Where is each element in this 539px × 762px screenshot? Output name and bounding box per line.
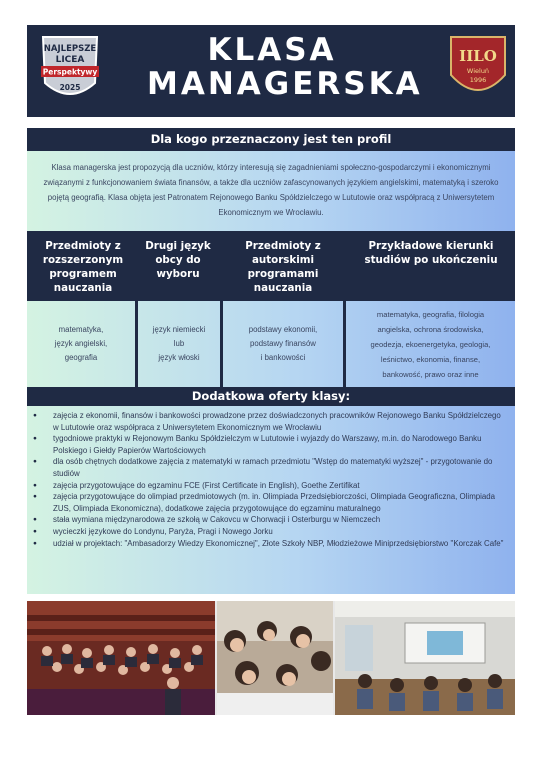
photo-classroom: [335, 601, 515, 715]
cell-author-programs: [223, 301, 343, 387]
list-item: podstawy ekonomii,: [248, 325, 318, 334]
list-item: język angielski,: [54, 339, 108, 348]
column-heading-extended: Przedmioty z rozszerzonym programem nauczania: [42, 240, 124, 294]
title-line2: MANAGERSKA: [147, 66, 423, 102]
photo-lecture-hall: [27, 601, 215, 715]
badge-line3: Perspektywy: [42, 67, 98, 77]
list-item: geodezja, ekoenergetyka, geologia,: [370, 339, 491, 349]
cell-second-language: [138, 301, 220, 387]
extra-list: [27, 406, 515, 549]
header-banner: [27, 25, 515, 117]
list-item: ● zajęcia przygotowujące do egzaminu FCE (First Certificate in English), Goethe Zertifikat: [53, 480, 507, 492]
crest-school: IILO: [459, 47, 497, 65]
extra-heading: Dodatkowa oferty klasy:: [27, 387, 515, 406]
photo-strip: [27, 601, 515, 715]
list-item: matematyka,: [58, 325, 104, 334]
profile-heading: Dla kogo przeznaczony jest ten profil: [27, 128, 515, 151]
intro-text: Klasa managerska jest propozycją dla uczniów, którzy interesują się zagadnieniami społeczno-gospodarczymi i ekonomicznymi związanymi z funkcjonowaniem świata finansów, a także dla uczniów zafascynowanych językiem angielskimi, matematyką i szeroko pojętą geografią. Klasa objęta jest Patronatem Rejonowego Banku Spółdzielczego w Lututowie oraz współpracą z Uniwersytetem Ekonomicznym we Wrocławiu.: [43, 163, 499, 217]
list-item: angielska, ochrona środowiska,: [377, 324, 484, 334]
crest-year: 1996: [469, 76, 487, 84]
najlepsze-licea-badge: [35, 33, 105, 109]
intro-box: [27, 151, 515, 231]
list-item: ● wycieczki językowe do Londynu, Paryża, Pragi i Nowego Jorku: [53, 526, 507, 538]
list-item: ● udział w projektach: "Ambasadorzy Wiedzy Ekonomicznej", Złote Szkoły NBP, Młodzieżowe Miniprzedsiębiorstwo "Korczak Cafe": [53, 538, 507, 550]
columns-content: [27, 301, 515, 387]
title-line1: KLASA: [207, 32, 337, 68]
crest-city: Wieluń: [466, 67, 490, 75]
list-item: lub: [173, 339, 185, 348]
school-crest: [447, 33, 509, 107]
list-item: ● tygodniowe praktyki w Rejonowym Banku Spółdzielczym w Lututowie i wyjazdy do Warszawy, m.in. do Narodowego Banku Polskiego i Giełdy Papierów Wartościowych: [53, 433, 507, 456]
columns-header: [27, 231, 515, 301]
list-item: ● zajęcia przygotowujące do olimpiad przedmiotowych (m. in. Olimpiada Przedsiębiorczości, Olimpiada Geograficzna, Olimpiada ZUS, Olimpiada Ekonomiczna), dodatkowe zajęcia przygotowujące do egzaminu maturalnego: [53, 491, 507, 514]
list-item: ● zajęcia z ekonomii, finansów i bankowości prowadzone przez doświadczonych pracowników Rejonowego Banku Spółdzielczego w Lututowie oraz współpraca z Uniwersytetem Ekonomicznym we Wrocławiu: [53, 410, 507, 433]
list-item: ● dla osób chętnych dodatkowe zajęcia z matematyki w ramach przedmiotu "Wstęp do matematyki wyższej" - przygotowanie do studiów: [53, 456, 507, 479]
list-item: matematyka, geografia, filologia: [376, 309, 485, 319]
page-title: [147, 32, 423, 102]
list-item: język niemiecki: [152, 325, 206, 334]
badge-line2: LICEA: [55, 55, 85, 65]
list-item: bankowość, prawo oraz inne: [382, 369, 479, 379]
list-item: ● stała wymiana międzynarodowa ze szkołą w Cakovcu w Chorwacji i Osterburgu w Niemczech: [53, 514, 507, 526]
list-item: geografia: [64, 353, 98, 362]
photo-students-group: [217, 601, 333, 715]
list-item: leśnictwo, ekonomia, finanse,: [380, 354, 481, 364]
list-item: i bankowości: [260, 353, 306, 362]
cell-studies: [346, 301, 515, 387]
list-item: język włoski: [158, 353, 200, 362]
badge-line1: NAJLEPSZE: [43, 44, 97, 54]
cell-extended-subjects: [27, 301, 135, 387]
column-heading-studies: Przykładowe kierunki studiów po ukończeniu: [364, 240, 498, 266]
extra-box: [27, 406, 515, 594]
column-heading-author-programs: Przedmioty z autorskimi programami nauczania: [245, 240, 321, 294]
column-heading-second-language: Drugi język obcy do wyboru: [145, 240, 211, 280]
badge-year: 2025: [59, 83, 81, 92]
list-item: podstawy finansów: [250, 339, 316, 348]
